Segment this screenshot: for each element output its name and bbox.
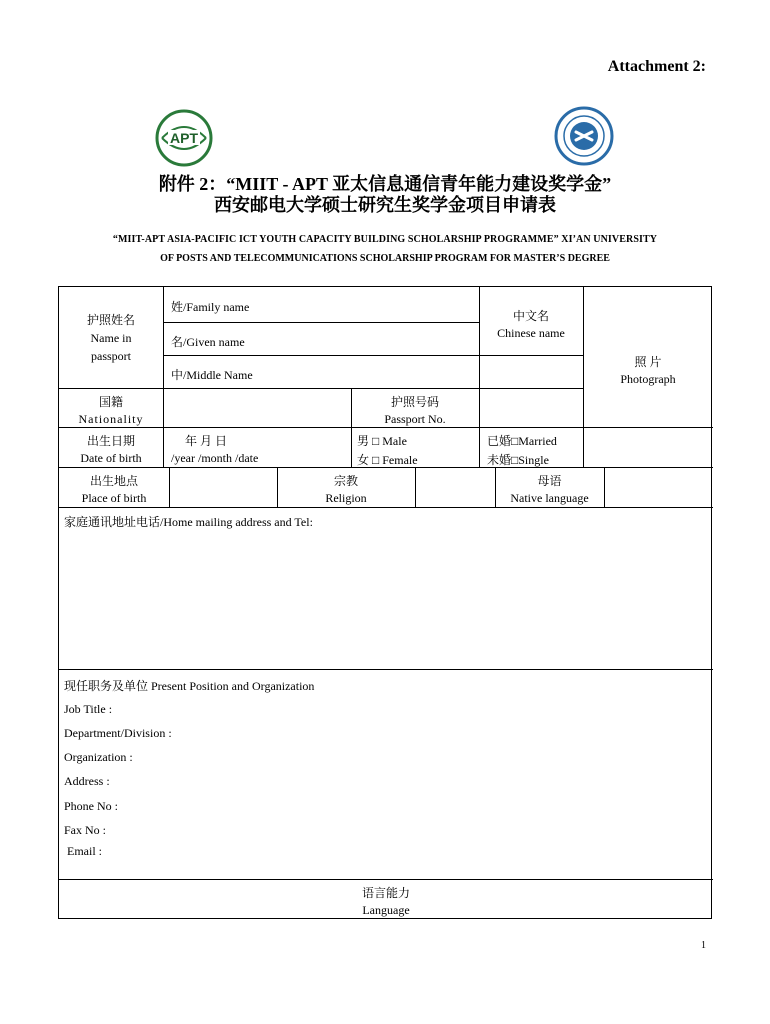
svg-text:APT: APT [170, 130, 198, 146]
title-line-2: 西安邮电大学硕士研究生奖学金项目申请表 [214, 195, 556, 215]
dob-cn-parts: 年 月 日 [185, 434, 228, 448]
given-name-label: 名/Given name [171, 335, 245, 349]
photo-cn-label: 照 片 [634, 355, 662, 369]
name-cn-label: 护照姓名 [86, 313, 135, 327]
job-title-label: Job Title : [64, 702, 113, 716]
nationality-cn-label: 国籍 [98, 395, 123, 409]
attachment-label: Attachment 2: [607, 58, 706, 75]
native-en-label: Native language [510, 491, 589, 505]
name-en-label-2: passport [91, 349, 131, 363]
home-address-label: 家庭通讯地址电话/Home mailing address and Tel: [64, 515, 313, 529]
title-line-1: 附件 2：“MIIT - APT 亚太信息通信青年能力建设奖学金” [158, 174, 612, 194]
email-label: Email : [67, 844, 102, 858]
phone-label: Phone No : [64, 799, 118, 813]
chinese-name-cn-label: 中文名 [512, 309, 549, 323]
religion-en-label: Religion [325, 491, 367, 505]
subtitle-line-1: “MIIT-APT ASIA-PACIFIC ICT YOUTH CAPACITY BUILDING SCHOLARSHIP PROGRAMME” XI’AN UNIVERSITY [112, 234, 658, 245]
name-en-label-1: Name in [90, 331, 132, 345]
page-number: 1 [701, 940, 706, 951]
pob-cn-label: 出生地点 [89, 474, 138, 488]
language-cn-label: 语言能力 [361, 886, 410, 900]
passport-en-label: Passport No. [384, 412, 446, 426]
dob-cn-label: 出生日期 [86, 434, 135, 448]
chinese-name-en-label: Chinese name [497, 326, 565, 340]
language-en-label: Language [362, 903, 410, 917]
department-label: Department/Division : [64, 726, 172, 740]
apt-logo-icon [154, 108, 214, 173]
subtitle-line-2: OF POSTS AND TELECOMMUNICATIONS SCHOLARSHIP PROGRAM FOR MASTER’S DEGREE [160, 253, 610, 264]
family-name-label: 姓/Family name [171, 300, 250, 314]
religion-cn-label: 宗教 [333, 474, 358, 488]
passport-cn-label: 护照号码 [390, 395, 439, 409]
photo-en-label: Photograph [620, 372, 676, 386]
nationality-en-label: Nationality [78, 412, 144, 426]
native-cn-label: 母语 [537, 474, 562, 488]
single-checkbox[interactable]: 未婚□Single [487, 453, 549, 467]
pob-en-label: Place of birth [81, 491, 147, 505]
male-checkbox[interactable]: 男 □ Male [357, 434, 407, 448]
dob-en-parts: /year /month /date [171, 451, 259, 465]
married-checkbox[interactable]: 已婚□Married [487, 434, 557, 448]
fax-label: Fax No : [64, 823, 106, 837]
female-checkbox[interactable]: 女 □ Female [357, 453, 418, 467]
middle-name-label: 中/Middle Name [171, 368, 253, 382]
university-seal-icon [554, 106, 614, 171]
dob-en-label: Date of birth [80, 451, 142, 465]
application-form-table [58, 286, 712, 919]
position-heading: 现任职务及单位 Present Position and Organization [64, 679, 315, 693]
address-label: Address : [64, 774, 110, 788]
organization-label: Organization : [64, 750, 133, 764]
